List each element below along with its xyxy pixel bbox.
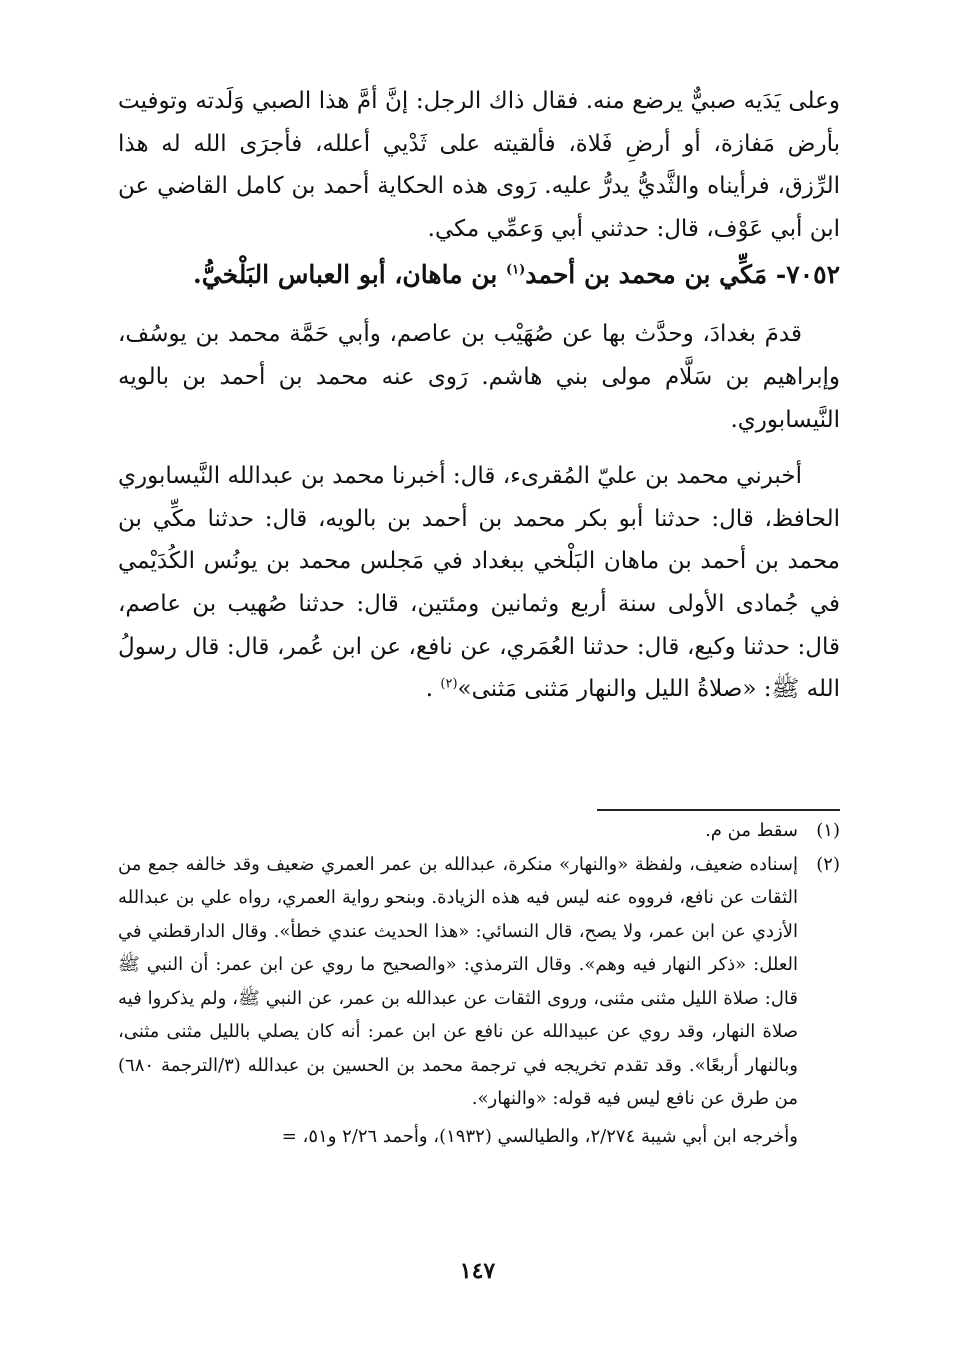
footnotes-section (118, 814, 840, 1153)
footnote-text: إسناده ضعيف، ولفظة «والنهار» منكرة، عبدالله بن عمر العمري ضعيف وقد خالفه جمع من الثقات عن نافع، فرووه عنه ليس فيه هذه الزيادة. وبنحو رواية العمري، رواه علي بن عبدالله الأزدي عن ابن عمر، ولا يصح، قال النسائي: «هذا الحديث عندي خطأ». وقال الدارقطني في العلل: «ذكر النهار فيه وهم». وقال الترمذي: «والصحيح ما روي عن ابن عمر: أن النبي ﷺ قال: صلاة الليل مثنى مثنى، وروى الثقات عن عبدالله بن عمر، عن النبي ﷺ، ولم يذكروا فيه صلاة النهار، وقد روي عن عبيدالله عن نافع عن ابن عمر: أنه كان يصلي بالليل مثنى مثنى، وبالنهار أربعًا». وقد تقدم تخريجه في ترجمة محمد بن الحسين بن عبدالله (٣/الترجمة ٦٨٠) من طرق عن نافع ليس فيه قوله: «والنهار». (118, 853, 798, 1109)
entry-heading (118, 250, 840, 299)
hadith-end: . (425, 676, 441, 703)
entry-heading-rest: بن ماهان، أبو العباس البَلْخيُّ. (193, 260, 506, 290)
footnote-number: (٢) (816, 853, 840, 875)
footnote-2 (118, 848, 840, 1116)
footnote-marker-1: (١) (505, 263, 526, 279)
footnote-continuation: وأخرجه ابن أبي شيبة ٢/٢٧٤، والطيالسي (١٩٣٢)، وأحمد ٢/٢٦ و٥١، = (281, 1125, 798, 1147)
footnote-1 (118, 814, 840, 848)
paragraph-narration-end: وعلى يَدَيه صبيٌّ يرضع منه. فقال ذاك الرجل: إنَّ أمَّ هذا الصبي وَلَدته وتوفيت بأرض مَفازة، أو أرضِ فَلاة، فألقيته على ثَدْيي أعلله، فأجرَى الله له هذا الرِّزق، فرأيناه والثَّديُّ يدرُّ عليه. رَوى هذه الحكاية أحمد بن كامل القاضي عن ابن أبي عَوْف، قال: حدثني أبي وَعمِّي مكي. (118, 88, 840, 242)
footnote-marker-2: (٢) (440, 676, 458, 692)
footnote-text: سقط من م. (705, 820, 798, 841)
page-number: ١٤٧ (459, 1258, 496, 1284)
entry-heading-name: ٧٠٥٢- مَكِّي بن محمد بن أحمد (525, 260, 840, 290)
paragraph-hadith-chain (118, 455, 840, 711)
main-text (118, 80, 840, 711)
footnote-separator (597, 809, 840, 811)
footnote-number: (١) (816, 820, 840, 841)
hadith-text: أخبرني محمد بن عليّ المُقرىء، قال: أخبرنا محمد بن عبدالله النَّيسابوري الحافظ، قال: حدثنا أبو بكر محمد بن أحمد بن بالويه، قال: حدثنا مكِّي بن محمد بن أحمد بن ماهان البَلْخي ببغداد في مَجلس محمد بن يونُس الكُدَيْمي في جُمادى الأولى سنة أربع وثمانين ومئتين، قال: حدثنا صُهيب بن عاصم، قال: حدثنا وكيع، قال: حدثنا العُمَري، عن نافع، عن ابن عُمر، قال: قال رسولُ الله ﷺ: «صلاةُ الليل والنهار مَثنى مَثنى» (118, 463, 840, 703)
paragraph-biography: قدمَ بغدادَ، وحدَّث بها عن صُهَيْب بن عاصم، وأبي حَمَّة محمد بن يوسُف، وإبراهيم بن سَلَّام مولى بني هاشم. رَوى عنه محمد بن أحمد بن بالويه النَّيسابوري. (118, 321, 840, 433)
